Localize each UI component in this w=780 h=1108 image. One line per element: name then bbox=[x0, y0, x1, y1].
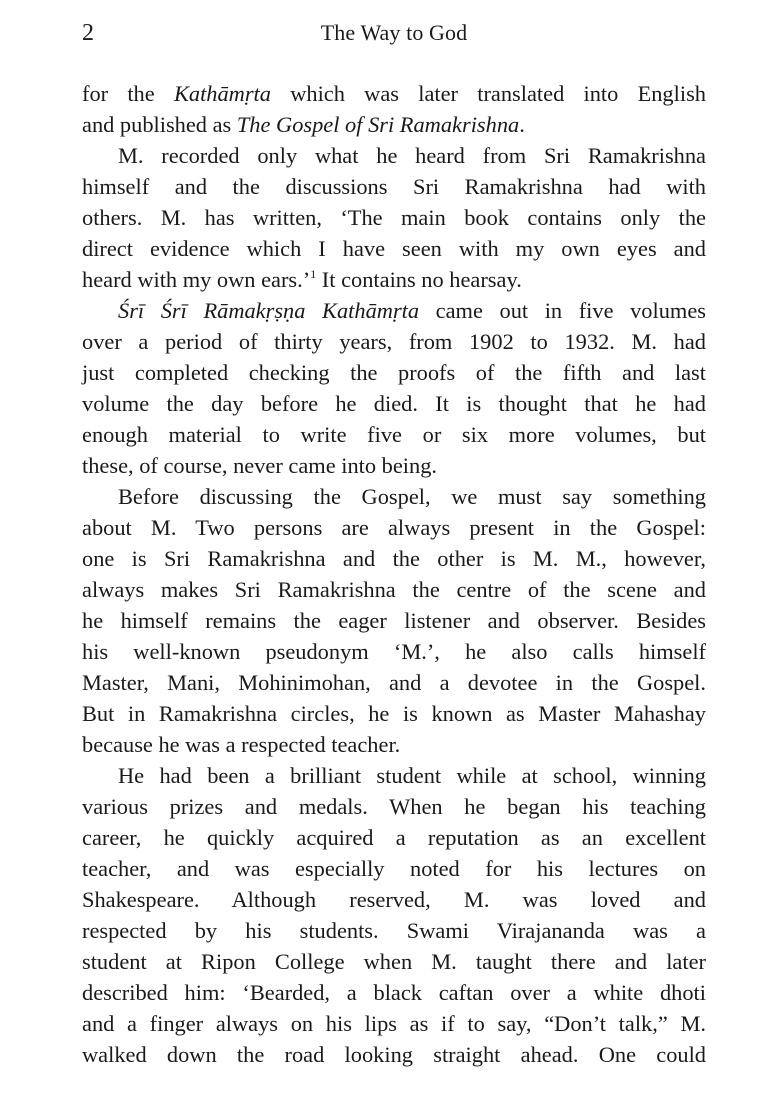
text-line: because he was a respected teacher. bbox=[82, 732, 401, 757]
text-line: Before discussing the Gospel, we must say something bbox=[118, 484, 706, 509]
paragraph bbox=[82, 481, 706, 760]
text-line: one is Sri Ramakrishna and the other is M. M., however, bbox=[82, 546, 706, 571]
text-line: just completed checking the proofs of the fifth and last bbox=[82, 360, 706, 385]
footnote-marker: 1 bbox=[310, 267, 317, 281]
text-line: these, of course, never came into being. bbox=[82, 453, 438, 478]
text-line: Shakespeare. Although reserved, M. was loved and bbox=[82, 887, 706, 912]
text-line: walked down the road looking straight ahead. One could bbox=[82, 1042, 706, 1067]
text-line: M. recorded only what he heard from Sri Ramakrishna bbox=[118, 143, 706, 168]
text-line: But in Ramakrishna circles, he is known as Master Mahashay bbox=[82, 701, 706, 726]
text-line: described him: ‘Bearded, a black caftan over a white dhoti bbox=[82, 980, 706, 1005]
text-line: respected by his students. Swami Virajananda was a bbox=[82, 918, 706, 943]
body-text bbox=[82, 78, 706, 1070]
text-line: direct evidence which I have seen with my own eyes and bbox=[82, 236, 706, 261]
text-line: heard with my own ears.’$^1$ It contains no hearsay. bbox=[82, 267, 522, 292]
text-line: he himself remains the eager listener and observer. Besides bbox=[82, 608, 706, 633]
running-title: The Way to God bbox=[320, 20, 468, 45]
text-line: over a period of thirty years, from 1902 to 1932. M. had bbox=[82, 329, 706, 354]
text-line: student at Ripon College when M. taught there and later bbox=[82, 949, 706, 974]
text-line: his well-known pseudonym ‘M.’, he also calls himself bbox=[82, 639, 706, 664]
text-line: career, he quickly acquired a reputation as an excellent bbox=[82, 825, 706, 850]
text-line: teacher, and was especially noted for his lectures on bbox=[82, 856, 706, 881]
paragraph bbox=[82, 140, 706, 295]
text-line: enough material to write five or six more volumes, but bbox=[82, 422, 706, 447]
text-line: Master, Mani, Mohinimohan, and a devotee in the Gospel. bbox=[82, 670, 706, 695]
text-line: He had been a brilliant student while at school, winning bbox=[118, 763, 706, 788]
italic-title: Śrī Śrī Rāmakṛṣṇa Kathāmṛta bbox=[118, 298, 420, 323]
text-line: for the Kathāmṛta which was later translated into English bbox=[82, 81, 706, 106]
italic-title: Kathāmṛta bbox=[173, 81, 271, 106]
paragraph bbox=[82, 78, 706, 140]
italic-title: The Gospel of Sri Ramakrishna bbox=[236, 112, 520, 137]
text-line: others. M. has written, ‘The main book contains only the bbox=[82, 205, 706, 230]
paragraph bbox=[82, 760, 706, 1070]
text-line: various prizes and medals. When he began his teaching bbox=[82, 794, 706, 819]
text-line: and published as The Gospel of Sri Ramakrishna. bbox=[82, 112, 525, 137]
text-line: always makes Sri Ramakrishna the centre of the scene and bbox=[82, 577, 706, 602]
text-line: Śrī Śrī Rāmakṛṣṇa Kathāmṛta came out in five volumes bbox=[118, 298, 706, 323]
paragraph bbox=[82, 295, 706, 481]
text-line: about M. Two persons are always present in the Gospel: bbox=[82, 515, 706, 540]
text-line: volume the day before he died. It is thought that he had bbox=[82, 391, 706, 416]
text-line: himself and the discussions Sri Ramakrishna had with bbox=[82, 174, 706, 199]
running-head bbox=[82, 20, 706, 52]
text-line: and a finger always on his lips as if to say, “Don’t talk,” M. bbox=[82, 1011, 706, 1036]
page-number: 2 bbox=[82, 20, 94, 46]
